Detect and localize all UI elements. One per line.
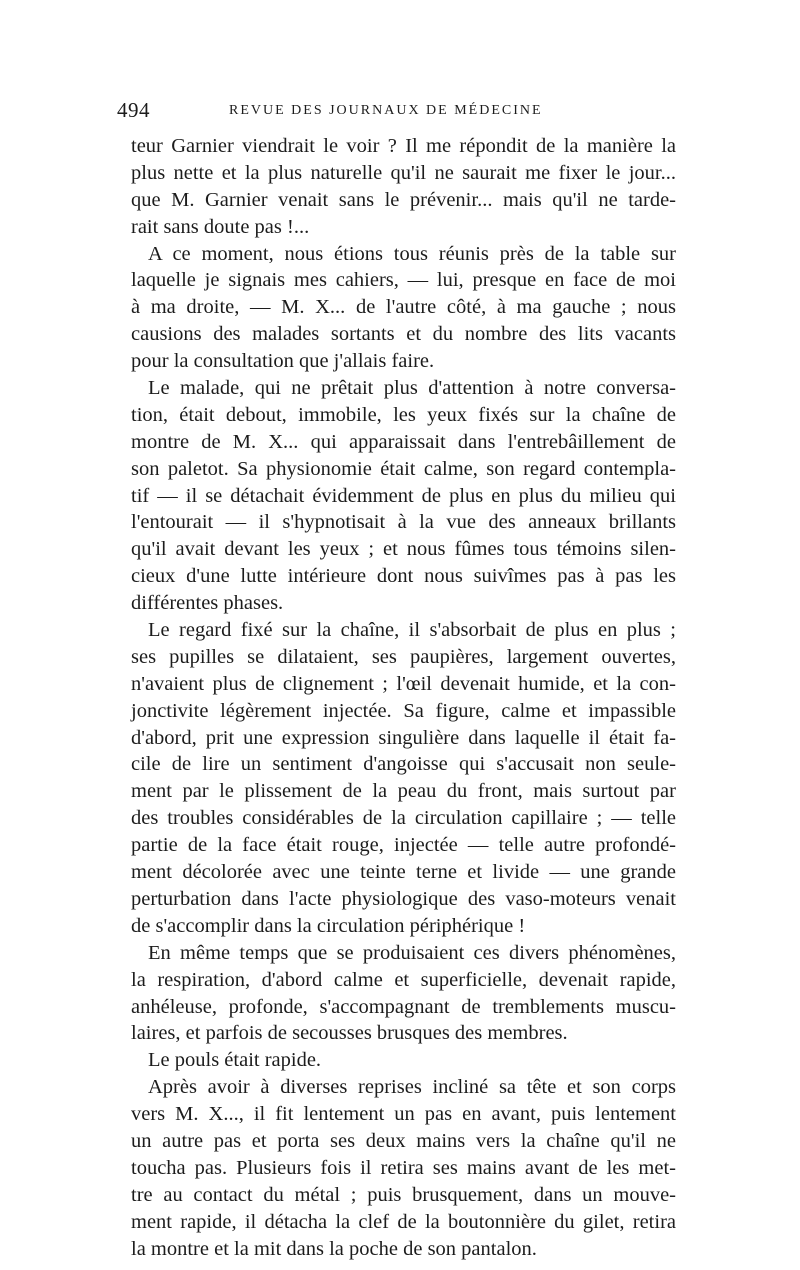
text-line: tif — il se détachait évidemment de plus en plus du milieu qui <box>131 484 676 507</box>
text-line: cieux d'une lutte intérieure dont nous suivîmes pas à pas les <box>131 565 676 588</box>
text-line: A ce moment, nous étions tous réunis près de la table sur <box>148 242 676 265</box>
text-line: d'abord, prit une expression singulière dans laquelle il était fa- <box>131 726 676 749</box>
text-line: jonctivite légèrement injectée. Sa figure, calme et impassible <box>131 699 676 722</box>
text-line: que M. Garnier venait sans le prévenir... mais qu'il ne tarde- <box>131 188 676 211</box>
text-line: pour la consultation que j'allais faire. <box>131 350 435 373</box>
text-line: vers M. X..., il fit lentement un pas en avant, puis lentement <box>131 1103 676 1126</box>
page-header <box>117 98 677 124</box>
body-text <box>131 133 676 1262</box>
text-line: à ma droite, — M. X... de l'autre côté, à ma gauche ; nous <box>131 296 676 319</box>
text-line: Le regard fixé sur la chaîne, il s'absorbait de plus en plus ; <box>148 619 676 642</box>
text-line: l'entourait — il s'hypnotisait à la vue des anneaux brillants <box>131 511 676 534</box>
page-number: 494 <box>117 98 150 122</box>
text-line: différentes phases. <box>131 592 284 615</box>
text-line: qu'il avait devant les yeux ; et nous fûmes tous témoins silen- <box>131 538 676 561</box>
text-line: cile de lire un sentiment d'angoisse qui s'accusait non seule- <box>131 753 676 776</box>
text-line: son paletot. Sa physionomie était calme, son regard contempla- <box>131 457 676 480</box>
text-line: n'avaient plus de clignement ; l'œil devenait humide, et la con- <box>131 672 676 695</box>
text-line: laquelle je signais mes cahiers, — lui, presque en face de moi <box>131 269 676 292</box>
text-line: montre de M. X... qui apparaissait dans l'entrebâillement de <box>131 430 676 453</box>
text-line: ment rapide, il détacha la clef de la boutonnière du gilet, retira <box>131 1210 676 1233</box>
text-line: Le malade, qui ne prêtait plus d'attention à notre conversa- <box>148 377 676 400</box>
text-line: rait sans doute pas !... <box>131 215 310 238</box>
text-line: En même temps que se produisaient ces divers phénomènes, <box>148 941 676 964</box>
text-line: de s'accomplir dans la circulation périphérique ! <box>131 914 526 937</box>
text-line: tre au contact du métal ; puis brusquement, dans un mouve- <box>131 1183 676 1206</box>
text-line: ses pupilles se dilataient, ses paupières, largement ouvertes, <box>131 645 676 668</box>
text-line: Le pouls était rapide. <box>148 1049 322 1072</box>
text-line: anhéleuse, profonde, s'accompagnant de tremblements muscu- <box>131 995 676 1018</box>
text-line: des troubles considérables de la circulation capillaire ; — telle <box>131 807 676 830</box>
text-line: tion, était debout, immobile, les yeux fixés sur la chaîne de <box>131 403 676 426</box>
text-line: la respiration, d'abord calme et superficielle, devenait rapide, <box>131 968 676 991</box>
text-line: un autre pas et porta ses deux mains vers la chaîne qu'il ne <box>131 1129 676 1152</box>
text-line: causions des malades sortants et du nombre des lits vacants <box>131 323 676 346</box>
text-line: laires, et parfois de secousses brusques des membres. <box>131 1022 568 1045</box>
text-line: teur Garnier viendrait le voir ? Il me répondit de la manière la <box>131 135 676 157</box>
text-line: la montre et la mit dans la poche de son pantalon. <box>131 1237 537 1260</box>
text-line: plus nette et la plus naturelle qu'il ne saurait me fixer le jour... <box>131 161 676 184</box>
text-line: perturbation dans l'acte physiologique des vaso-moteurs venait <box>131 887 676 910</box>
text-line: partie de la face était rouge, injectée — telle autre profondé- <box>131 834 676 857</box>
text-line: toucha pas. Plusieurs fois il retira ses mains avant de les met- <box>131 1156 676 1179</box>
running-head: REVUE DES JOURNAUX DE MÉDECINE <box>229 103 543 118</box>
text-line: ment décolorée avec une teinte terne et livide — une grande <box>131 861 676 884</box>
text-line: Après avoir à diverses reprises incliné sa tête et son corps <box>148 1076 676 1099</box>
text-line: ment par le plissement de la peau du front, mais surtout par <box>131 780 676 803</box>
